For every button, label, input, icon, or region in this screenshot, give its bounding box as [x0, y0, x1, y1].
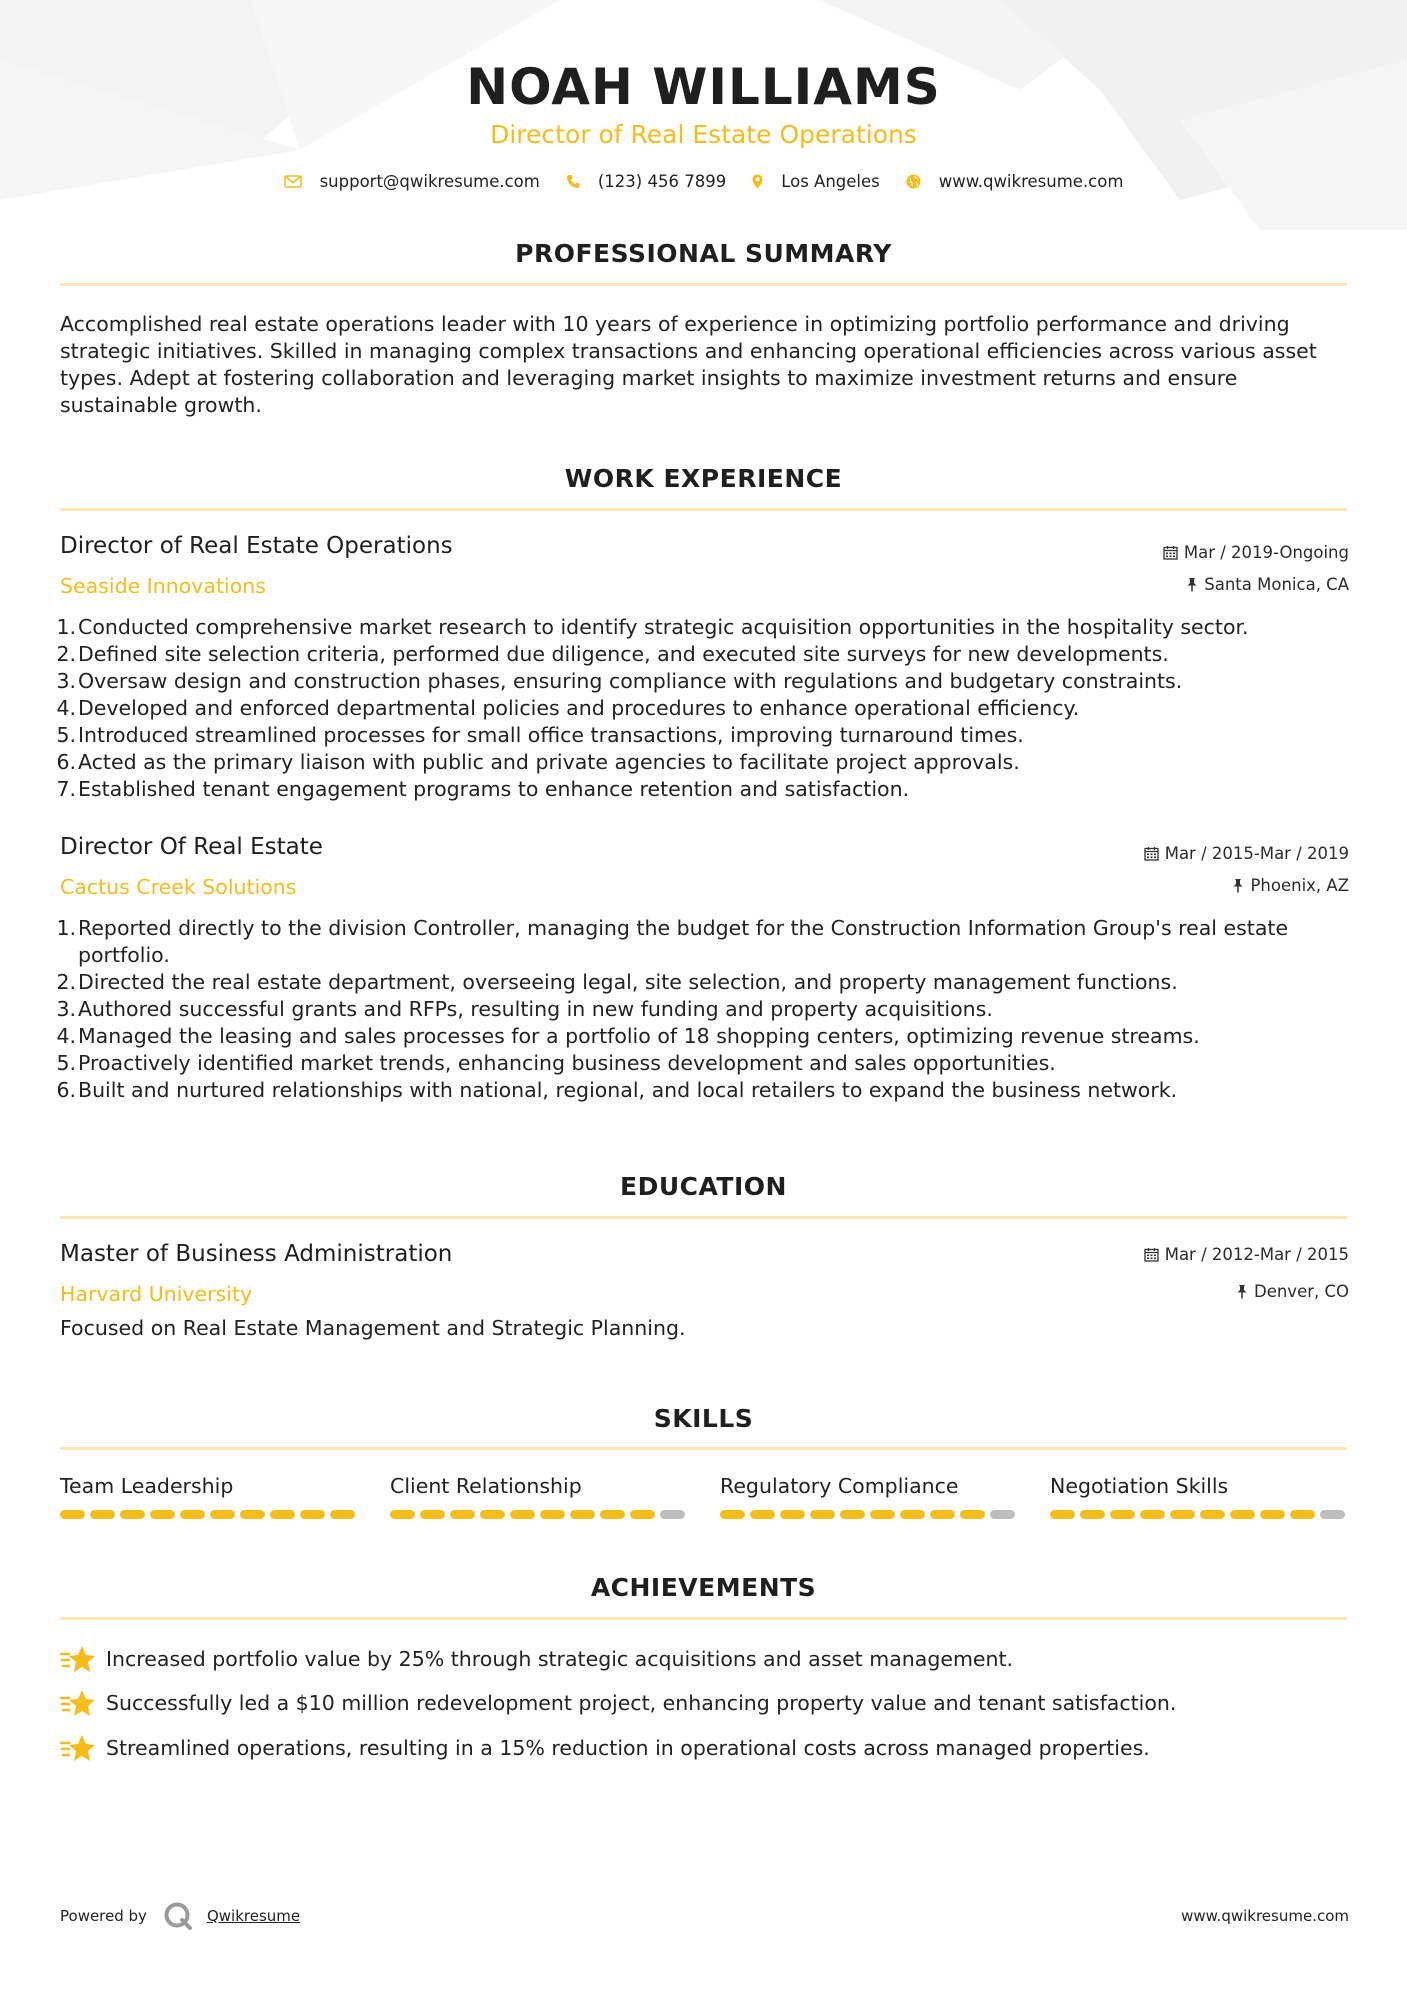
skill-segment-filled — [900, 1510, 925, 1519]
contact-phone[interactable] — [566, 172, 726, 191]
skill-segment-filled — [870, 1510, 895, 1519]
skill-segment-filled — [60, 1510, 85, 1519]
skill-segment-filled — [630, 1510, 655, 1519]
contact-email-text: support@qwikresume.com — [319, 172, 540, 191]
skill-segment-filled — [840, 1510, 865, 1519]
skill-level-bar — [720, 1510, 1020, 1519]
achievement-text: Increased portfolio value by 25% through strategic acquisitions and asset management. — [106, 1647, 1014, 1671]
skill-segment-empty — [1320, 1510, 1345, 1519]
education-divider — [60, 1216, 1347, 1219]
pin-icon — [1232, 878, 1244, 893]
contact-website-text: www.qwikresume.com — [938, 172, 1124, 191]
skill-segment-filled — [450, 1510, 475, 1519]
skill-segment-filled — [330, 1510, 355, 1519]
skill-segment-filled — [180, 1510, 205, 1519]
skill-level-bar — [1050, 1510, 1350, 1519]
pin-icon — [1236, 1284, 1248, 1299]
calendar-icon — [1144, 1247, 1159, 1262]
skill-segment-filled — [1140, 1510, 1165, 1519]
skill-segment-filled — [270, 1510, 295, 1519]
calendar-icon — [1144, 846, 1159, 861]
skills-divider — [60, 1447, 1347, 1450]
list-item: 6. Acted as the primary liaison with public and private agencies to facilitate project approvals. — [56, 750, 1020, 774]
achievement-item — [60, 1733, 1350, 1763]
skill-segment-filled — [510, 1510, 535, 1519]
job-dates-text: Mar / 2019-Ongoing — [1183, 543, 1349, 562]
skills-grid — [60, 1474, 1350, 1519]
experience-divider — [60, 508, 1347, 511]
education-location-text: Denver, CO — [1253, 1282, 1349, 1301]
skill-segment-filled — [300, 1510, 325, 1519]
skill-segment-filled — [960, 1510, 985, 1519]
job-title: Director of Real Estate Operations — [60, 533, 453, 559]
skill-item — [390, 1474, 690, 1519]
skill-segment-filled — [150, 1510, 175, 1519]
company-name: Seaside Innovations — [60, 574, 266, 598]
list-item: 7. Established tenant engagement programs to enhance retention and satisfaction. — [56, 777, 910, 801]
star-icon — [60, 1688, 96, 1718]
school-name: Harvard University — [60, 1282, 253, 1306]
skill-segment-empty — [660, 1510, 685, 1519]
experience-heading: WORK EXPERIENCE — [564, 464, 843, 493]
skill-segment-filled — [390, 1510, 415, 1519]
job-location-text: Santa Monica, CA — [1204, 575, 1349, 594]
skill-segment-filled — [540, 1510, 565, 1519]
education-dates — [1144, 1245, 1349, 1264]
footer-powered-by — [60, 1901, 300, 1931]
skill-segment-filled — [90, 1510, 115, 1519]
list-item: 5. Introduced streamlined processes for small office transactions, improving turnaround times. — [56, 723, 1024, 747]
list-item: 2. Defined site selection criteria, performed due diligence, and executed site surveys for new developments. — [56, 642, 1169, 666]
list-item: 1. Conducted comprehensive market research to identify strategic acquisition opportunities in the hospitality sector. — [56, 615, 1249, 639]
skill-segment-filled — [810, 1510, 835, 1519]
skill-segment-filled — [720, 1510, 745, 1519]
skill-item — [60, 1474, 360, 1519]
calendar-icon — [1163, 545, 1178, 560]
star-icon — [60, 1733, 96, 1763]
job-dates-text: Mar / 2015-Mar / 2019 — [1164, 844, 1349, 863]
list-item: 4. Developed and enforced departmental policies and procedures to enhance operational efficiency. — [56, 696, 1080, 720]
education-location — [1236, 1282, 1349, 1301]
contact-location-text: Los Angeles — [781, 172, 880, 191]
achievement-item — [60, 1644, 1350, 1674]
powered-by-label: Powered by — [60, 1907, 147, 1925]
skill-segment-filled — [570, 1510, 595, 1519]
skill-segment-filled — [780, 1510, 805, 1519]
skill-segment-filled — [600, 1510, 625, 1519]
skill-level-bar — [60, 1510, 360, 1519]
skills-heading: SKILLS — [653, 1404, 754, 1433]
summary-text: Accomplished real estate operations leader with 10 years of experience in optimizing portfolio performance and driving strategic initiatives. Skilled in managing complex transactions and enhancing operational efficiencies across various asset types. Adept at fostering collaboration and leveraging market insights to maximize investment returns and ensure sustainable growth. — [60, 312, 1317, 417]
contact-bar — [0, 172, 1407, 191]
list-item: 2. Directed the real estate department, overseeing legal, site selection, and property management functions. — [56, 970, 1178, 994]
skill-segment-filled — [1110, 1510, 1135, 1519]
skill-segment-filled — [480, 1510, 505, 1519]
list-item: 3. Authored successful grants and RFPs, resulting in new funding and property acquisitions. — [56, 997, 993, 1021]
phone-icon — [566, 174, 580, 189]
skill-name: Negotiation Skills — [1050, 1474, 1229, 1498]
skill-segment-filled — [1200, 1510, 1225, 1519]
job-dates — [1144, 844, 1349, 863]
job-location-text: Phoenix, AZ — [1250, 876, 1349, 895]
globe-icon — [906, 174, 921, 189]
skill-segment-filled — [1080, 1510, 1105, 1519]
star-icon — [60, 1644, 96, 1674]
skill-item — [720, 1474, 1020, 1519]
contact-website[interactable] — [906, 172, 1124, 191]
skill-name: Client Relationship — [390, 1474, 582, 1498]
company-name: Cactus Creek Solutions — [60, 875, 297, 899]
envelope-icon — [284, 175, 302, 188]
candidate-role: Director of Real Estate Operations — [490, 120, 917, 149]
achievements-divider — [60, 1617, 1347, 1620]
map-marker-icon — [752, 174, 763, 189]
achievement-item — [60, 1688, 1350, 1718]
skill-segment-filled — [120, 1510, 145, 1519]
job-title: Director Of Real Estate — [60, 834, 323, 860]
skill-level-bar — [390, 1510, 690, 1519]
job-location — [1232, 876, 1349, 895]
summary-heading: PROFESSIONAL SUMMARY — [515, 239, 892, 268]
achievement-text: Streamlined operations, resulting in a 15% reduction in operational costs across managed properties. — [106, 1736, 1150, 1760]
skill-segment-filled — [1290, 1510, 1315, 1519]
list-item: 1. Reported directly to the division Controller, managing the budget for the Construction Information Group's real estate portfolio. — [56, 916, 1289, 967]
skill-segment-filled — [420, 1510, 445, 1519]
list-item: 5. Proactively identified market trends, enhancing business development and sales opportunities. — [56, 1051, 1056, 1075]
skill-segment-filled — [930, 1510, 955, 1519]
skill-segment-filled — [210, 1510, 235, 1519]
pin-icon — [1186, 577, 1198, 592]
skill-segment-filled — [1230, 1510, 1255, 1519]
skill-segment-filled — [240, 1510, 265, 1519]
achievement-text: Successfully led a $10 million redevelopment project, enhancing property value and tenant satisfaction. — [106, 1691, 1177, 1715]
job-bullet-list — [56, 915, 1347, 1104]
education-description: Focused on Real Estate Management and Strategic Planning. — [60, 1316, 686, 1340]
list-item: 6. Built and nurtured relationships with national, regional, and local retailers to expand the business network. — [56, 1078, 1178, 1102]
qwikresume-logo-icon — [163, 1901, 193, 1931]
contact-phone-text: (123) 456 7899 — [597, 172, 727, 191]
list-item: 3. Oversaw design and construction phases, ensuring compliance with regulations and budgetary constraints. — [56, 669, 1183, 693]
skill-segment-filled — [1050, 1510, 1075, 1519]
job-dates — [1163, 543, 1349, 562]
job-bullet-list — [56, 614, 1347, 803]
degree-title: Master of Business Administration — [60, 1241, 453, 1267]
achievements-heading: ACHIEVEMENTS — [590, 1573, 817, 1602]
education-dates-text: Mar / 2012-Mar / 2015 — [1164, 1245, 1349, 1264]
contact-location — [752, 172, 880, 191]
job-location — [1186, 575, 1349, 594]
skill-item — [1050, 1474, 1350, 1519]
qwikresume-link[interactable]: Qwikresume — [206, 1907, 301, 1925]
skill-name: Team Leadership — [60, 1474, 234, 1498]
summary-divider — [60, 283, 1347, 286]
footer-website[interactable]: www.qwikresume.com — [1181, 1907, 1349, 1925]
skill-segment-filled — [750, 1510, 775, 1519]
skill-name: Regulatory Compliance — [720, 1474, 959, 1498]
skill-segment-filled — [1260, 1510, 1285, 1519]
list-item: 4. Managed the leasing and sales processes for a portfolio of 18 shopping centers, optimizing revenue streams. — [56, 1024, 1200, 1048]
skill-segment-filled — [1170, 1510, 1195, 1519]
candidate-name: NOAH WILLIAMS — [466, 58, 941, 116]
contact-email[interactable] — [284, 172, 540, 191]
skill-segment-empty — [990, 1510, 1015, 1519]
education-heading: EDUCATION — [620, 1172, 787, 1201]
